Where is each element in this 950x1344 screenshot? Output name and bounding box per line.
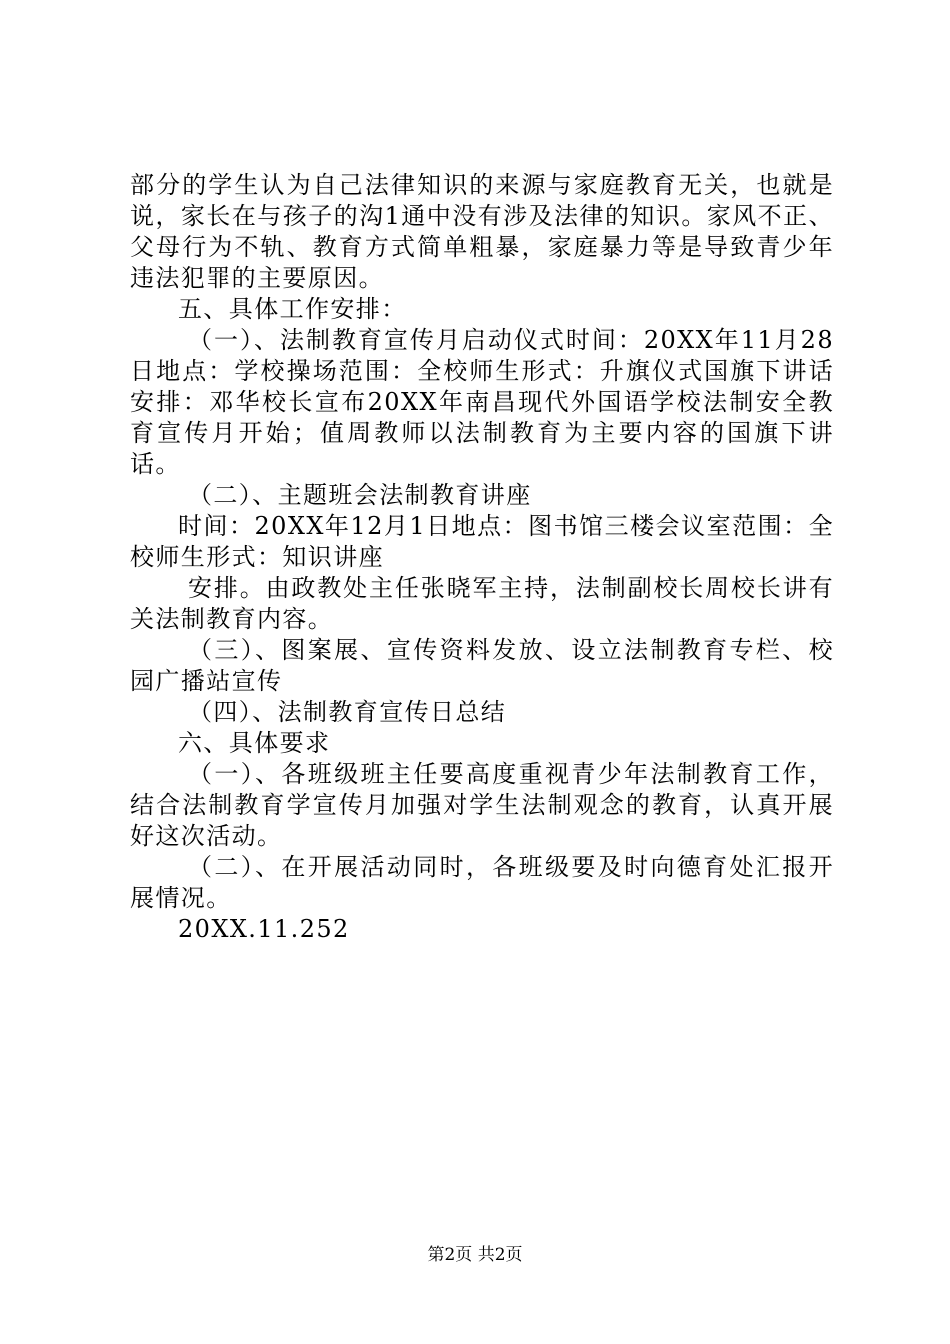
paragraph-lecture-time-place: 时间：20XX年12月1日地点：图书馆三楼会议室范围：全校师生形式：知识讲座 (130, 512, 834, 571)
document-body (130, 170, 834, 945)
paragraph-summary-day: （四）、法制教育宣传日总结 (188, 698, 507, 726)
heading-requirements: 六、具体要求 (178, 729, 331, 757)
paragraph-requirement-two: （二）、在开展活动同时，各班级要及时向德育处汇报开展情况。 (130, 853, 834, 912)
document-date: 20XX.11.252 (178, 915, 350, 943)
page-number-footer: 第2页 共2页 (427, 1245, 523, 1265)
paragraph-launch-ceremony: （一）、法制教育宣传月启动仪式时间：20XX年11月28日地点：学校操场范围：全校师生形式：升旗仪式国旗下讲话安排：邓华校长宣布20XX年南昌现代外国语学校法制安全教育宣传月开始；值周教师以法制教育为主要内容的国旗下讲话。 (130, 326, 834, 478)
paragraph-family-education: 部分的学生认为自己法律知识的来源与家庭教育无关，也就是说，家长在与孩子的沟1通中没有涉及法律的知识。家风不正、父母行为不轨、教育方式简单粗暴，家庭暴力等是导致青少年违法犯罪的主要原因。 (130, 171, 834, 292)
paragraph-lecture-arrangement: 安排。由政教处主任张晓军主持，法制副校长周校长讲有关法制教育内容。 (130, 574, 834, 633)
paragraph-class-meeting-lecture: （二）、主题班会法制教育讲座 (188, 481, 532, 509)
paragraph-requirement-one: （一）、各班级班主任要高度重视青少年法制教育工作，结合法制教育学宣传月加强对学生法制观念的教育，认真开展好这次活动。 (130, 760, 834, 850)
heading-work-arrangement: 五、具体工作安排： (178, 295, 407, 323)
paragraph-exhibition-promotion: （三）、图案展、宣传资料发放、设立法制教育专栏、校园广播站宣传 (130, 636, 834, 695)
